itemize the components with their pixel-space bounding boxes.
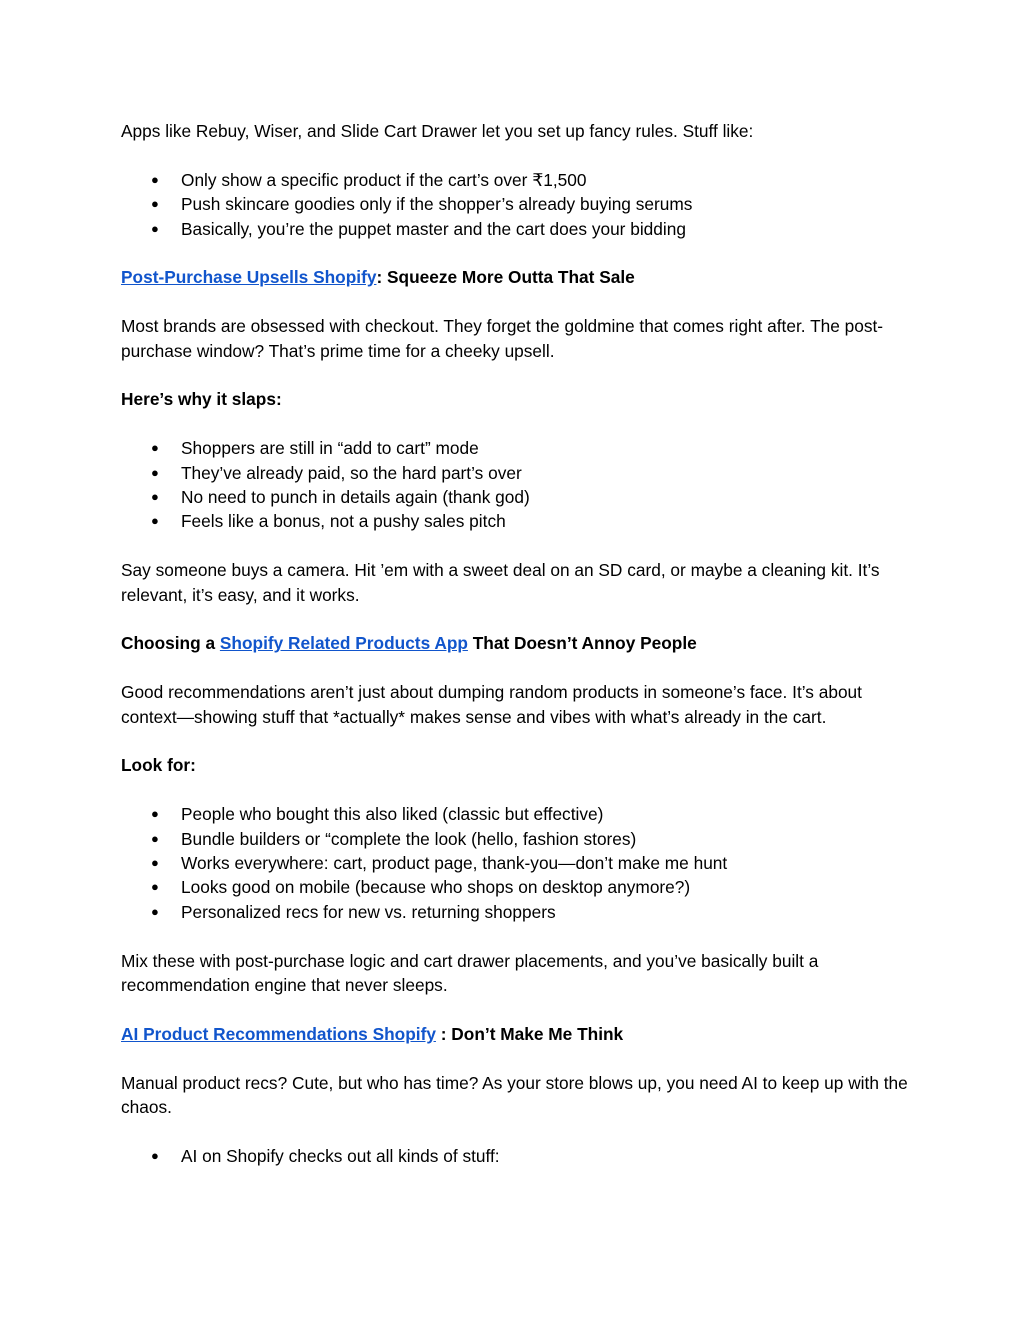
heading-prefix: Choosing a	[121, 633, 220, 654]
list-item	[121, 509, 911, 533]
manual-recs-paragraph: Manual product recs? Cute, but who has time? As your store blows up, you need AI to keep up with the chaos.	[121, 1072, 908, 1118]
document-page	[121, 119, 911, 1193]
post-purchase-paragraph: Most brands are obsessed with checkout. They forget the goldmine that comes right after. The post-purchase window? That’s prime time for a cheeky upsell.	[121, 316, 884, 361]
bullet-icon: ●	[151, 879, 159, 895]
bullet-icon: ●	[151, 440, 159, 456]
list-item	[121, 461, 911, 485]
why-bullet-list	[121, 436, 911, 534]
list-item-text: People who bought this also liked (classic but effective)	[181, 804, 604, 825]
bullet-icon: ●	[151, 806, 159, 822]
list-item	[121, 851, 911, 875]
list-item	[121, 436, 911, 460]
list-item	[121, 900, 911, 924]
list-item	[121, 192, 911, 216]
bullet-icon: ●	[151, 464, 159, 480]
section-heading-ai-recommendations	[121, 1022, 911, 1046]
intro-paragraph: Apps like Rebuy, Wiser, and Slide Cart Drawer let you set up fancy rules. Stuff like:	[121, 121, 754, 141]
list-item-text: Bundle builders or “complete the look (hello, fashion stores)	[181, 828, 637, 849]
list-item-text: Works everywhere: cart, product page, thank-you—don’t make me hunt	[181, 853, 728, 874]
mix-these-paragraph: Mix these with post-purchase logic and cart drawer placements, and you’ve basically built a recommendation engine that never sleeps.	[121, 950, 819, 996]
related-products-app-link[interactable]: Shopify Related Products App	[219, 633, 468, 654]
list-item	[121, 1144, 911, 1168]
list-item-text: Personalized recs for new vs. returning shoppers	[181, 901, 556, 922]
bullet-icon: ●	[151, 830, 159, 846]
recommendations-paragraph: Good recommendations aren’t just about dumping random products in someone’s face. It’s about context—showing stuff that *actually* makes sense and vibes with what’s already in the cart.	[121, 682, 862, 727]
list-item-text: Basically, you’re the puppet master and the cart does your bidding	[181, 218, 686, 239]
section-heading-post-purchase	[121, 265, 911, 289]
list-item-text: Only show a specific product if the cart’s over ₹1,500	[181, 169, 587, 190]
look-for-bullet-list	[121, 802, 911, 924]
bullet-icon: ●	[151, 903, 159, 919]
look-for-subheading: Look for:	[121, 755, 196, 776]
list-item	[121, 802, 911, 826]
heading-text: : Squeeze More Outta That Sale	[376, 267, 635, 288]
list-item	[121, 168, 911, 192]
bullet-icon: ●	[151, 196, 159, 212]
list-item	[121, 875, 911, 899]
bullet-icon: ●	[151, 1147, 159, 1163]
bullet-icon: ●	[151, 489, 159, 505]
why-it-slaps-subheading: Here’s why it slaps:	[121, 389, 282, 410]
heading-text: That Doesn’t Annoy People	[467, 633, 697, 654]
section-heading-related-products	[121, 631, 911, 655]
list-item-text: Looks good on mobile (because who shops on desktop anymore?)	[181, 877, 691, 898]
list-item-text: They’ve already paid, so the hard part’s over	[181, 462, 522, 483]
ai-bullet-list	[121, 1144, 911, 1168]
bullet-icon: ●	[151, 220, 159, 236]
heading-text: : Don’t Make Me Think	[435, 1023, 624, 1044]
bullet-icon: ●	[151, 513, 159, 529]
bullet-icon: ●	[151, 171, 159, 187]
list-item-text: No need to punch in details again (thank god)	[181, 487, 530, 508]
list-item-text: AI on Shopify checks out all kinds of stuff:	[181, 1145, 500, 1166]
camera-example-paragraph: Say someone buys a camera. Hit ’em with a sweet deal on an SD card, or maybe a cleaning kit. It’s relevant, it’s easy, and it works.	[121, 560, 880, 605]
list-item-text: Push skincare goodies only if the shopper’s already buying serums	[181, 194, 693, 215]
list-item-text: Feels like a bonus, not a pushy sales pitch	[181, 511, 506, 532]
bullet-icon: ●	[151, 855, 159, 871]
list-item	[121, 827, 911, 851]
list-item-text: Shoppers are still in “add to cart” mode	[181, 438, 479, 459]
list-item	[121, 217, 911, 241]
rules-bullet-list	[121, 168, 911, 241]
post-purchase-upsells-link[interactable]: Post-Purchase Upsells Shopify	[121, 267, 377, 288]
list-item	[121, 485, 911, 509]
ai-product-recommendations-link[interactable]: AI Product Recommendations Shopify	[121, 1023, 436, 1044]
